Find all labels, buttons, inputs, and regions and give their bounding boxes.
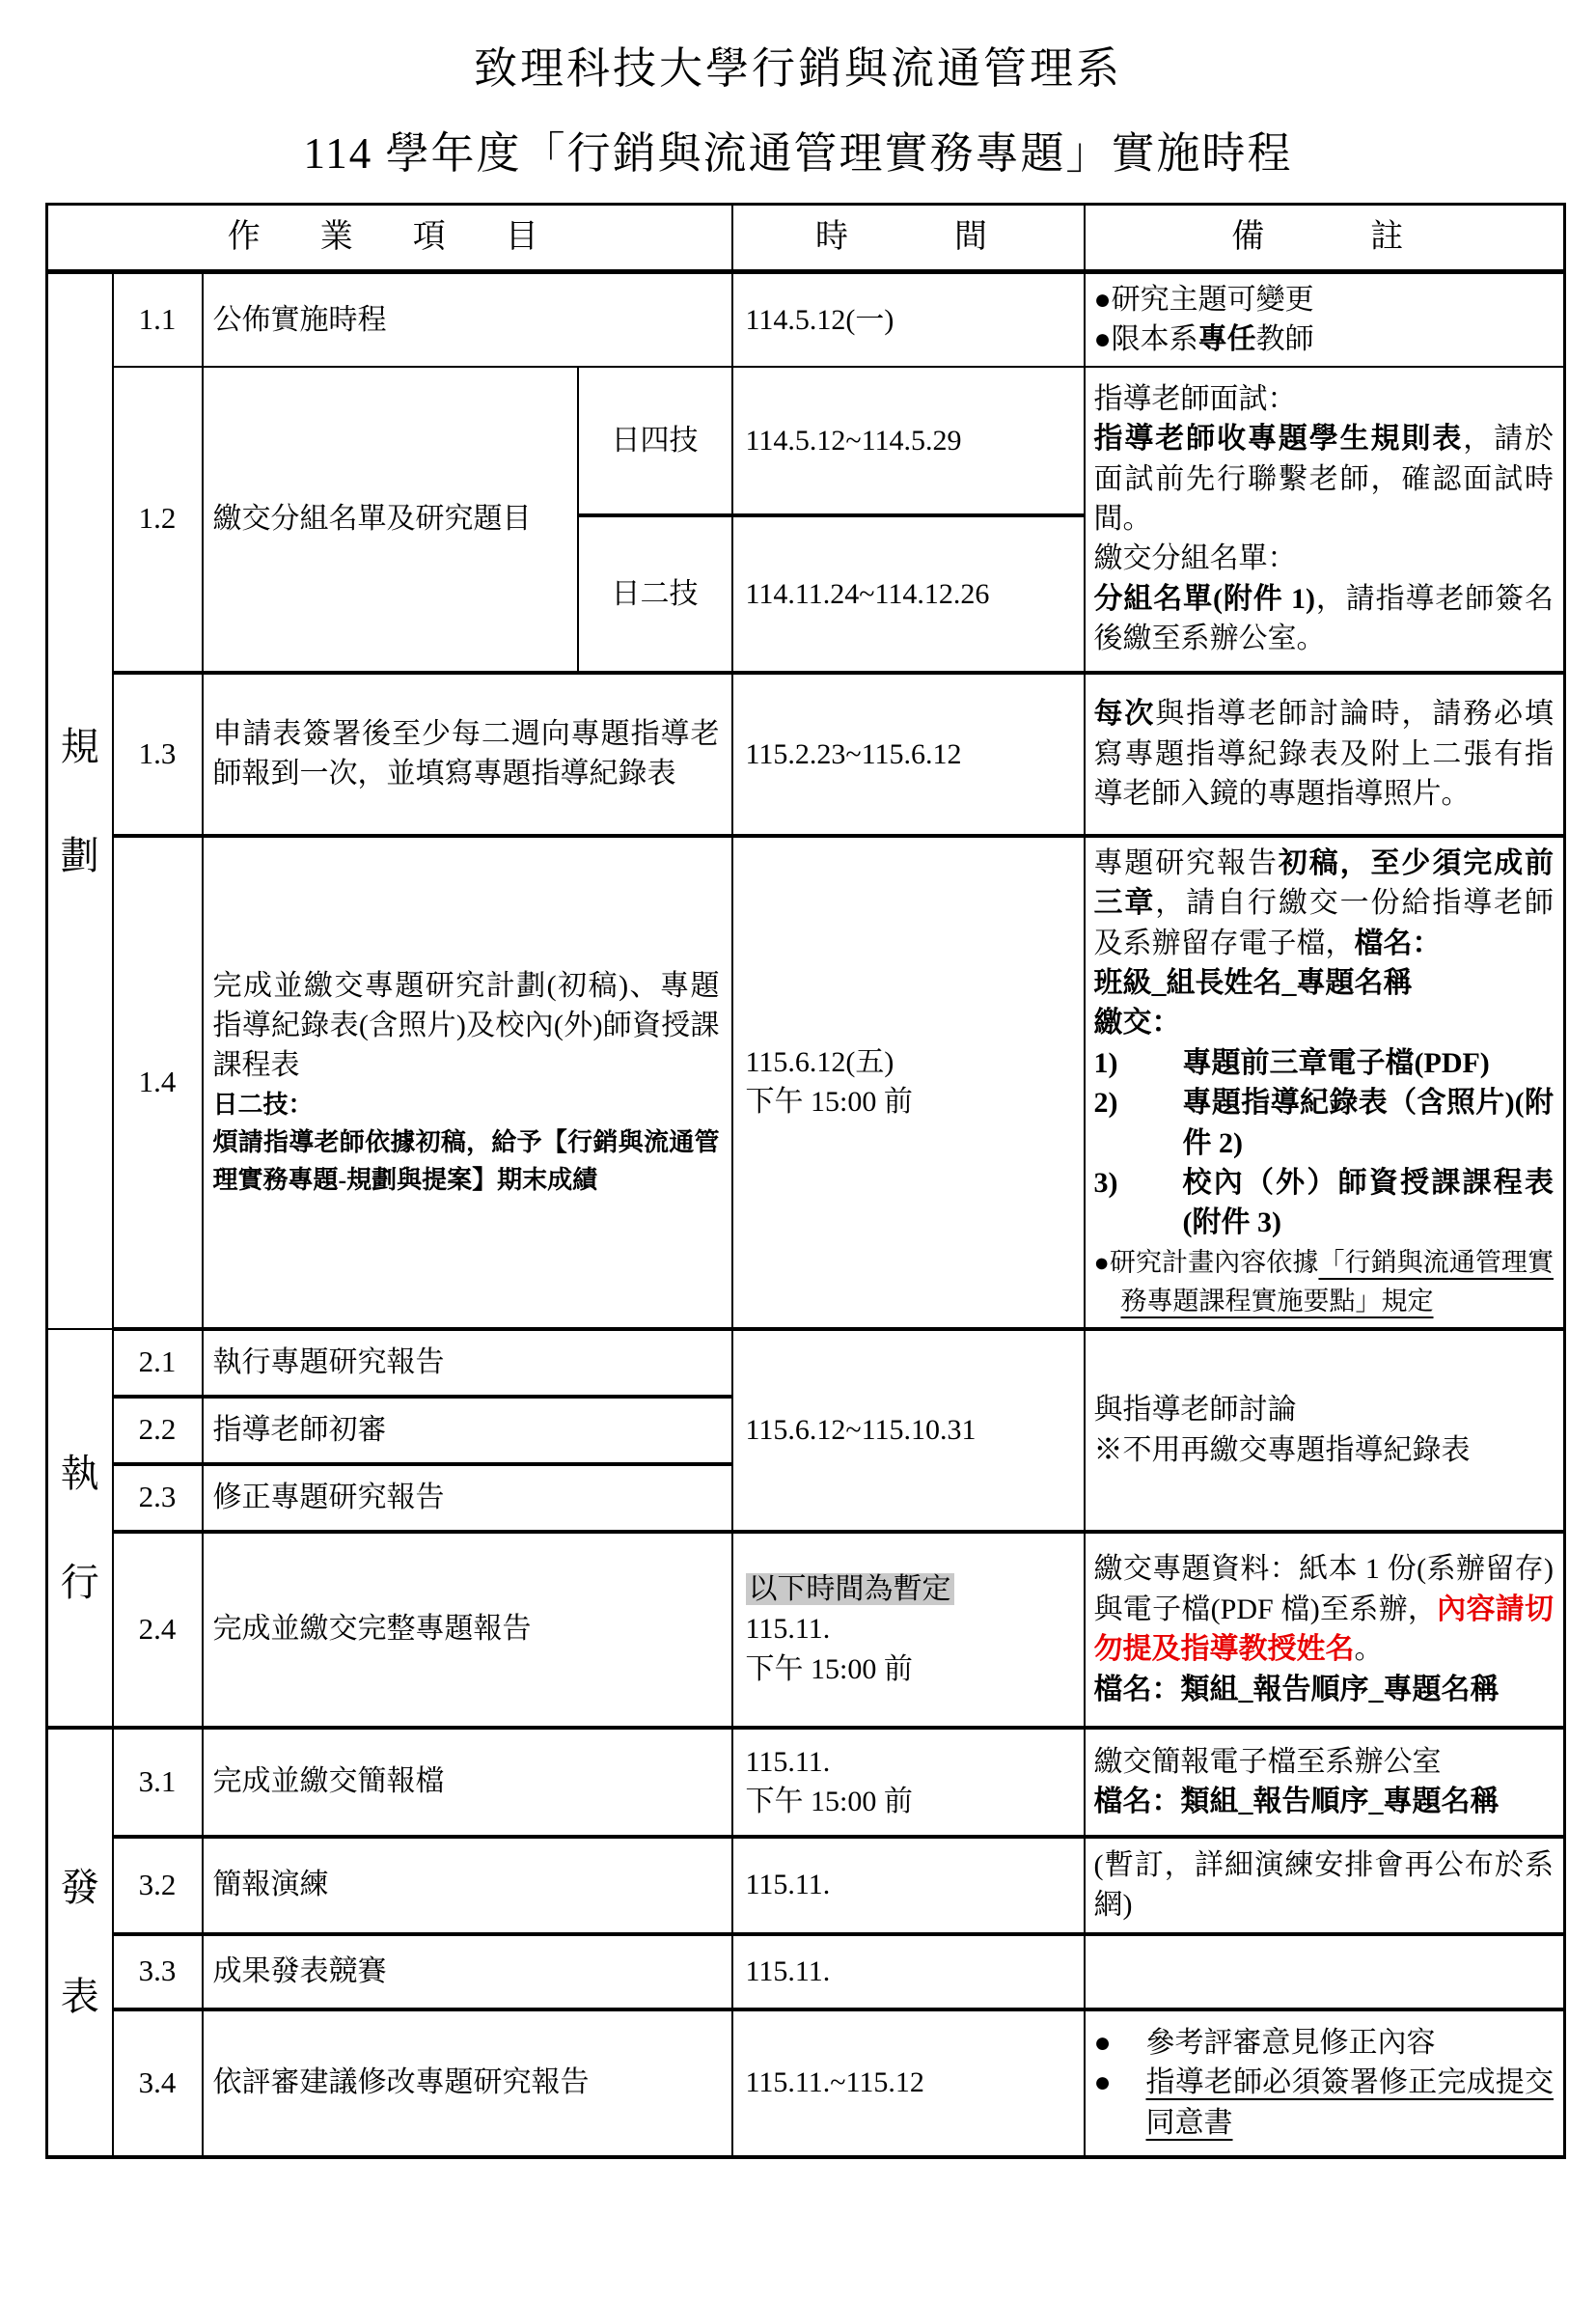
note-line (1094, 1549, 1555, 1669)
list-item (1094, 1043, 1555, 1083)
row-1-4 (47, 836, 1565, 1329)
note-line: 繳交分組名單： (1093, 542, 1297, 575)
note-cell (1085, 1728, 1565, 1837)
note-text: ，請於面試前先行聯繫老師，確認面試時間。 (1093, 423, 1555, 536)
note-cell (1085, 2009, 1565, 2157)
note-text: ●研究計畫內容依據 (1093, 1247, 1319, 1277)
time-line: 115.11. (745, 1613, 831, 1646)
note-text (1146, 2063, 1555, 2143)
note-cell (1085, 272, 1565, 367)
stage-char: 規 (60, 724, 99, 768)
bold-text: 每次 (1093, 698, 1156, 731)
stage-label (48, 1447, 112, 1609)
underline-text: 「行銷與流通管理實務專題課程實施要點」規定 (1120, 1247, 1554, 1316)
row-3-4 (47, 2009, 1565, 2157)
row-1-1 (47, 272, 1565, 367)
red-warning-text: 內容請切勿提及指導教授姓名 (1093, 1593, 1555, 1666)
time-cell: 114.11.24~114.12.26 (732, 515, 1085, 673)
note-text: 教師 (1255, 323, 1314, 356)
task-item: 依評審建議修改專題研究報告 (203, 2009, 732, 2157)
task-item: 修正專題研究報告 (203, 1464, 732, 1532)
stage-char: 發 (60, 1866, 99, 1909)
task-item: 簡報演練 (203, 1837, 732, 1934)
row-number: 2.1 (113, 1329, 203, 1397)
note-cell (1085, 1329, 1565, 1532)
bullet-icon: ● (1093, 2066, 1112, 2099)
note-footnote (1094, 1243, 1555, 1321)
task-item: 繳交分組名單及研究題目 (203, 367, 578, 673)
note-text: ●限本系 (1093, 323, 1198, 356)
list-text: 專題指導紀錄表（含照片)(附件 2) (1182, 1087, 1554, 1159)
note-text: 與指導老師討論時，請務必填寫專題指導紀錄表及附上二張有指導老師入鏡的專題指導照片。 (1093, 698, 1555, 810)
note-line: ※不用再繳交專題指導紀錄表 (1093, 1433, 1471, 1466)
row-number: 3.1 (113, 1728, 203, 1837)
underline-text: 指導老師必須簽署修正完成提交同意書 (1145, 2066, 1554, 2139)
row-number: 1.4 (113, 836, 203, 1329)
row-3-1 (47, 1728, 1565, 1837)
deliverables-list (1094, 1043, 1555, 1243)
track-label-day4: 日四技 (578, 367, 732, 515)
stage-label (48, 720, 112, 882)
row-1-2-day4 (47, 367, 1565, 515)
track-label-day2: 日二技 (578, 515, 732, 673)
note-cell (1085, 1934, 1565, 2009)
note-cell: (暫訂，詳細演練安排會再公布於系網) (1085, 1837, 1565, 1934)
header-cell-item: 作 業 項 目 (47, 205, 732, 272)
note-cell (1085, 836, 1565, 1329)
note-line: 繳交簡報電子檔至系辦公室 (1093, 1745, 1442, 1778)
row-number: 1.3 (113, 673, 203, 836)
note-text: 專題研究報告 (1093, 846, 1279, 879)
page-subtitle: 114 學年度「行銷與流通管理實務專題」實施時程 (303, 129, 1293, 178)
time-cell: 114.5.12~114.5.29 (732, 367, 1085, 515)
bold-text: 初稿，至少須完成前三章 (1093, 846, 1555, 920)
task-item: 完成並繳交完整專題報告 (203, 1532, 732, 1728)
note-cell (1085, 367, 1565, 673)
task-item: 申請表簽署後至少每二週向專題指導老師報到一次，並填寫專題指導紀錄表 (203, 673, 732, 836)
stage-char: 劃 (60, 833, 99, 877)
task-item: 公佈實施時程 (203, 272, 732, 367)
time-line: 下午 15:00 前 (745, 1652, 913, 1685)
row-number: 3.4 (113, 2009, 203, 2157)
filename-format: 檔名：類組_報告順序_專題名稱 (1093, 1673, 1500, 1705)
time-line (746, 1569, 1078, 1609)
note-cell (1085, 673, 1565, 836)
row-number: 1.2 (113, 367, 203, 673)
time-cell (732, 1728, 1085, 1837)
note-text: 。 (1354, 1633, 1384, 1666)
bold-text: 分組名單(附件 1) (1093, 582, 1315, 615)
note-bullet-item (1094, 2023, 1555, 2063)
note-cell (1085, 1532, 1565, 1728)
task-item: 指導老師初審 (203, 1397, 732, 1464)
note-bullet-item (1094, 2063, 1555, 2143)
task-item: 執行專題研究報告 (203, 1329, 732, 1397)
task-subtext: 煩請指導老師依據初稿，給予【行銷與流通管理實務專題-規劃與提案】期末成績 (212, 1127, 720, 1194)
header-cell-note: 備 註 (1085, 205, 1565, 272)
list-text: 專題前三章電子檔(PDF) (1182, 1046, 1490, 1079)
note-line (1094, 844, 1555, 963)
bold-text: 檔名： (1354, 927, 1442, 959)
task-item: 完成並繳交簡報檔 (203, 1728, 732, 1837)
task-item (203, 836, 732, 1329)
list-marker: 1) (1093, 1046, 1118, 1079)
task-text: 完成並繳交專題研究計劃(初稿)、專題指導紀錄表(含照片)及校內(外)師資授課課程表 (212, 969, 720, 1082)
stage-cell-execution (47, 1329, 113, 1728)
list-marker: 3) (1093, 1166, 1118, 1199)
task-item: 成果發表競賽 (203, 1934, 732, 2009)
note-text: ，請自行繳交一份給指導老師及系辦留存電子檔， (1093, 887, 1555, 959)
time-cell: 115.6.12~115.10.31 (732, 1329, 1085, 1532)
time-line: 115.11. (745, 1745, 831, 1778)
row-number: 2.3 (113, 1464, 203, 1532)
page-title: 致理科技大學行銷與流通管理系 (473, 44, 1122, 93)
note-line (1094, 419, 1555, 539)
header-cell-time: 時 間 (732, 205, 1085, 272)
stage-cell-planning (47, 272, 113, 1329)
time-cell (732, 1532, 1085, 1728)
time-line: 115.6.12(五) (745, 1045, 894, 1078)
stage-label (48, 1861, 112, 2023)
note-line (1094, 319, 1555, 359)
time-line: 下午 15:00 前 (745, 1086, 913, 1119)
filename-format: 檔名：類組_報告順序_專題名稱 (1093, 1786, 1500, 1818)
row-2-4 (47, 1532, 1565, 1728)
note-text: ，請指導老師簽名後繳至系辦公室。 (1093, 582, 1555, 655)
document-page (0, 42, 1596, 2159)
note-line (1094, 579, 1555, 659)
time-cell: 114.5.12(一) (732, 272, 1085, 367)
time-cell: 115.11.~115.12 (732, 2009, 1085, 2157)
row-1-3 (47, 673, 1565, 836)
stage-char: 行 (60, 1560, 99, 1604)
row-3-2 (47, 1837, 1565, 1934)
schedule-table (45, 203, 1566, 2159)
list-marker: 2) (1093, 1087, 1118, 1120)
note-line: 指導老師面試： (1093, 382, 1297, 415)
note-line: ●研究主題可變更 (1093, 284, 1314, 316)
filename-format: 班級_組長姓名_專題名稱 (1093, 966, 1413, 999)
stage-cell-presentation (47, 1728, 113, 2157)
bold-text: 指導老師收專題學生規則表 (1093, 423, 1464, 456)
stage-char: 表 (60, 1975, 99, 2019)
note-line (1094, 694, 1555, 814)
row-3-3 (47, 1934, 1565, 2009)
bold-text: 專任 (1197, 323, 1256, 356)
list-item (1094, 1163, 1555, 1243)
list-text: 校內（外）師資授課課程表(附件 3) (1182, 1166, 1554, 1239)
time-cell: 115.11. (732, 1837, 1085, 1934)
note-text: 參考評審意見修正內容 (1145, 2027, 1436, 2060)
time-cell: 115.2.23~115.6.12 (732, 673, 1085, 836)
row-number: 2.4 (113, 1532, 203, 1728)
row-number: 2.2 (113, 1397, 203, 1464)
row-number: 3.3 (113, 1934, 203, 2009)
time-cell: 115.11. (732, 1934, 1085, 2009)
row-number: 1.1 (113, 272, 203, 367)
row-2-1 (47, 1329, 1565, 1397)
row-number: 3.2 (113, 1837, 203, 1934)
task-subtitle: 日二技： (212, 1090, 314, 1119)
time-line: 下午 15:00 前 (745, 1786, 913, 1818)
table-header-row (47, 205, 1565, 272)
list-item (1094, 1083, 1555, 1163)
note-line: 繳交： (1093, 1007, 1181, 1039)
bullet-icon: ● (1093, 2027, 1112, 2060)
note-text: 繳交專題資料：紙本 1 份(系辦留存)與電子檔(PDF 檔)至系辦， (1093, 1553, 1554, 1625)
tentative-highlight: 以下時間為暫定 (746, 1573, 954, 1605)
time-cell (732, 836, 1085, 1329)
stage-char: 執 (60, 1451, 99, 1495)
note-line: 與指導老師討論 (1093, 1394, 1297, 1427)
